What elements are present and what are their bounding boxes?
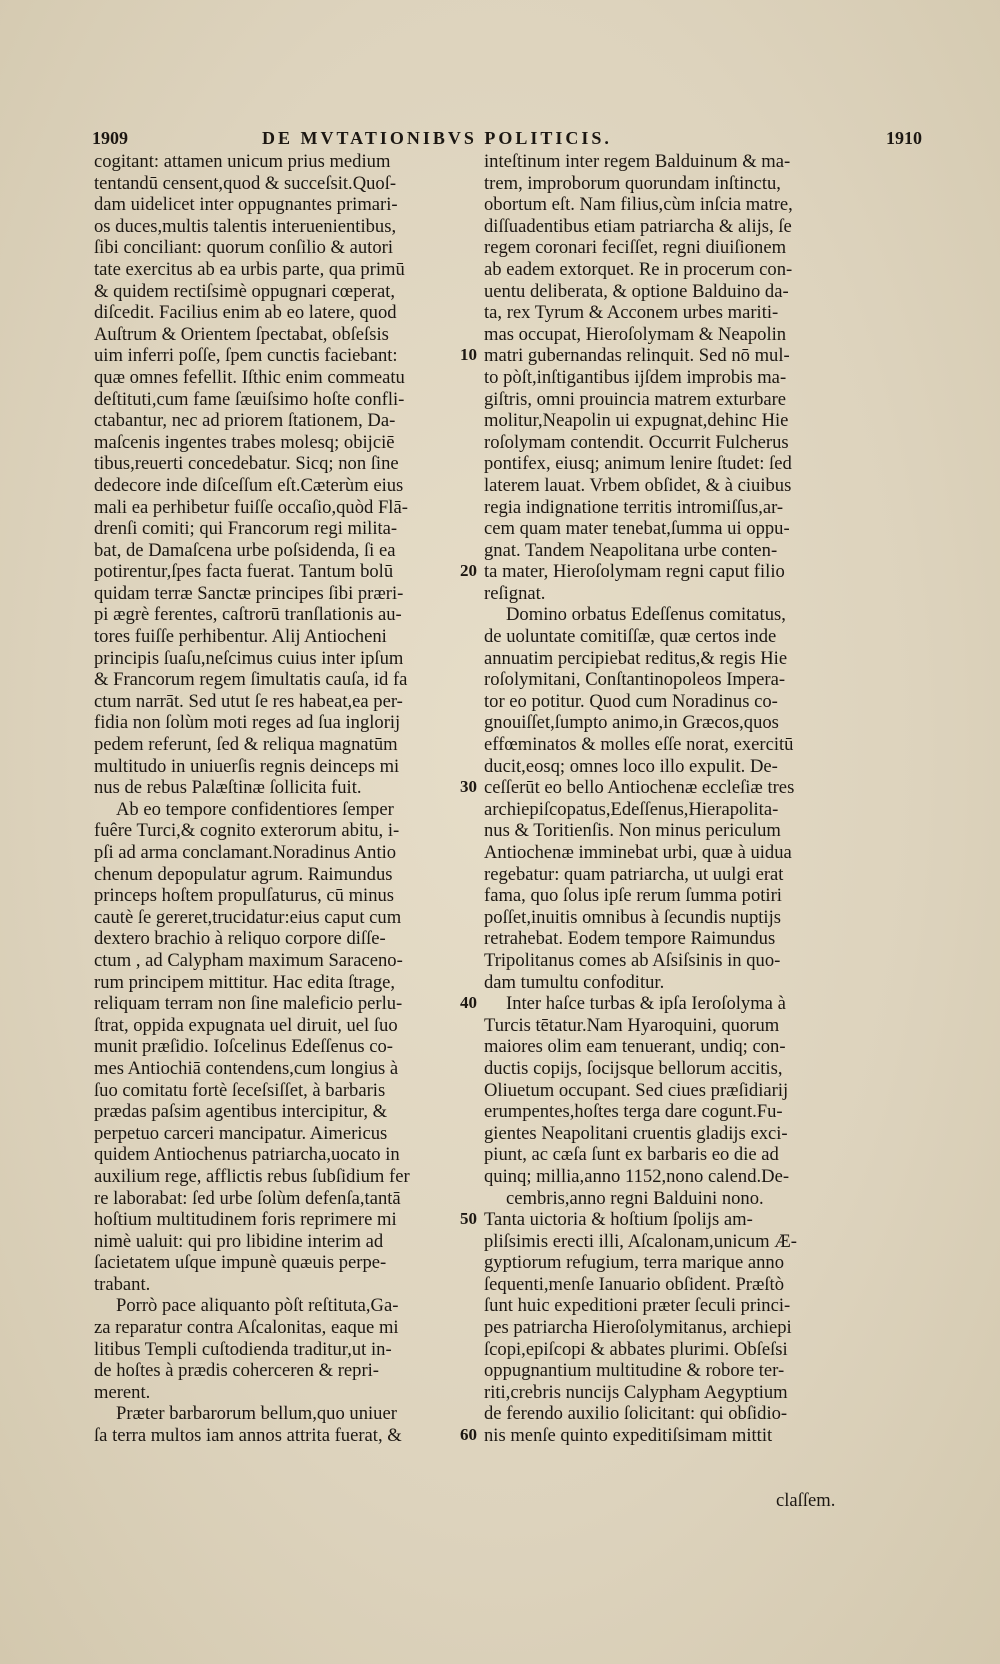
line-number: 10 xyxy=(460,345,477,365)
folio-left: 1909 xyxy=(92,128,128,148)
text-line: riti,crebris nuncijs Calypham Aegyptium xyxy=(484,1381,788,1403)
text-line: tor eo potitur. Quod cum Noradinus co- xyxy=(484,690,778,712)
text-line: drenſi comiti; qui Francorum regi milita- xyxy=(94,518,398,540)
text-line: dedecore inde diſceſſum eſt.Cæterùm eius xyxy=(94,474,404,496)
text-line: to pòſt,inſtigantibus ijſdem improbis ma- xyxy=(484,366,787,388)
text-line: Oliuetum occupant. Sed ciues præſidiarij xyxy=(484,1079,789,1101)
text-line: ductis copijs, ſocijsque bellorum accitis, xyxy=(484,1057,783,1079)
text-line: diſcedit. Facilius enim ab eo latere, quod xyxy=(94,302,397,324)
text-line: ſcopi,epiſcopi & abbates plurimi. Obſeſsi xyxy=(484,1338,788,1360)
text-line: ſunt huic expeditioni præter ſeculi princi- xyxy=(484,1295,791,1317)
text-line: Præter barbarorum bellum,quo uniuer xyxy=(116,1403,397,1425)
text-line: cogitant: attamen unicum prius medium xyxy=(94,151,391,172)
text-line: nis menſe quinto expeditiſsimam mittit xyxy=(484,1425,773,1447)
text-line: Tripolitanus comes ab Aſsiſsinis in quo- xyxy=(484,949,781,971)
text-line: nus de rebus Palæſtinæ ſollicita fuit. xyxy=(94,777,362,799)
text-line: Inter haſce turbas & ipſa Ieroſolyma à xyxy=(506,993,786,1015)
text-line: ta, rex Tyrum & Acconem urbes mariti- xyxy=(484,302,779,324)
text-line: ctum narrāt. Sed utut ſe res habeat,ea per- xyxy=(94,690,403,712)
text-line: maiores olim eam tenuerant, undiq; con- xyxy=(484,1036,786,1058)
text-line: fidia non ſolùm moti reges ad ſua inglorij xyxy=(94,712,401,734)
line-number: 30 xyxy=(460,777,477,797)
text-line: tentandū censent,quod & succeſsit.Quoſ- xyxy=(94,172,397,194)
running-title: DE MVTATIONIBVS POLITICIS. xyxy=(262,128,612,148)
line-number: 20 xyxy=(460,561,477,581)
text-line: matri gubernandas relinquit. Sed nō mul- xyxy=(484,345,790,367)
text-line: pi ægrè ferentes, caſtrorū tranſlationis au- xyxy=(94,604,402,626)
text-line: Auſtrum & Orientem ſpectabat, obſeſsis xyxy=(94,323,389,345)
text-line: princeps hoſtem propulſaturus, cū minus xyxy=(94,885,395,907)
text-line: potirentur,ſpes facta fuerat. Tantum bolū xyxy=(94,561,394,583)
right-column xyxy=(484,151,856,1447)
text-line: Tanta uictoria & hoſtium ſpolijs am- xyxy=(484,1209,753,1231)
text-line: ceſſerūt eo bello Antiochenæ eccleſiæ tres xyxy=(484,777,795,799)
text-line: inteſtinum inter regem Balduinum & ma- xyxy=(484,151,791,172)
text-line: Domino orbatus Edeſſenus comitatus, xyxy=(506,604,786,626)
text-line: cautè ſe gereret,trucidatur:eius caput cum xyxy=(94,906,402,928)
folio-right: 1910 xyxy=(886,128,922,148)
text-line: nimè ualuit: qui pro libidine interim ad xyxy=(94,1230,384,1252)
text-line: fama, quo ſolus ipſe rerum ſumma potiri xyxy=(484,885,782,907)
text-line: litibus Templi cuſtodienda traditur,ut in- xyxy=(94,1338,392,1360)
text-line: regem coronari feciſſet, regni diuiſionem xyxy=(484,237,787,259)
text-line: uentu deliberata, & optione Balduino da- xyxy=(484,280,789,302)
text-line: laterem lauat. Vrbem obſidet, & à ciuibus xyxy=(484,474,792,496)
text-line: mas occupat, Hieroſolymam & Neapolin xyxy=(484,323,787,345)
text-line: trabant. xyxy=(94,1273,151,1295)
text-line: molitur,Neapolin ui expugnat,dehinc Hie xyxy=(484,410,789,432)
text-line: auxilium rege, afflictis rebus ſubſidium fer xyxy=(94,1165,410,1187)
text-line: annuatim percipiebat reditus,& regis Hie xyxy=(484,647,788,669)
text-line: ſa terra multos iam annos attrita fuerat, & xyxy=(94,1425,402,1447)
text-line: gientes Neapolitani cruentis gladijs exci- xyxy=(484,1122,788,1144)
text-line: de hoſtes à prædis coherceren & repri- xyxy=(94,1360,379,1382)
left-column xyxy=(94,151,466,1447)
text-line: ſibi conciliant: quorum conſilio & autori xyxy=(94,237,393,259)
text-line: Turcis tētatur.Nam Hyaroquini, quorum xyxy=(484,1014,780,1036)
text-line: roſolymam contendit. Occurrit Fulcherus xyxy=(484,431,789,453)
text-line: ctum , ad Calypham maximum Saraceno- xyxy=(94,949,403,971)
text-line: ſtrat, oppida expugnata uel diruit, uel ſuo xyxy=(94,1014,398,1036)
text-line: Porrò pace aliquanto pòſt reſtituta,Ga- xyxy=(116,1295,399,1317)
text-line: ſacietatem uſque impunè quæuis perpe- xyxy=(94,1252,387,1274)
text-line: dextero brachio à reliquo corpore diſſe- xyxy=(94,928,386,950)
line-number: 40 xyxy=(460,993,477,1013)
text-line: diſſuadentibus etiam patriarcha & alijs, ſe xyxy=(484,215,792,237)
text-line: deſtituti,cum fame ſæuiſsimo hoſte confli- xyxy=(94,388,405,410)
text-line: perpetuo carceri mancipatur. Aimericus xyxy=(94,1122,388,1144)
text-line: quidam terræ Sanctæ principes ſibi præri- xyxy=(94,582,404,604)
text-line: ta mater, Hieroſolymam regni caput filio xyxy=(484,561,785,583)
text-line: & quidem rectiſsimè oppugnari cœperat, xyxy=(94,280,396,302)
text-line: pſi ad arma conclamant.Noradinus Antio xyxy=(94,842,397,863)
text-line: obortum eſt. Nam filius,cùm inſcia matre, xyxy=(484,194,793,216)
text-line: munit præſidio. Ioſcelinus Edeſſenus co- xyxy=(94,1036,393,1058)
text-line: merent. xyxy=(94,1381,151,1403)
text-line: mes Antiochiā contendens,cum longius à xyxy=(94,1057,399,1079)
text-line: cembris,anno regni Balduini nono. xyxy=(506,1187,764,1209)
text-line: uim inferri poſſe, ſpem cunctis faciebant: xyxy=(94,345,398,367)
text-line: nus & Toritienſis. Non minus periculum xyxy=(484,820,781,842)
line-number: 50 xyxy=(460,1209,477,1229)
text-line: Ab eo tempore confidentiores ſemper xyxy=(116,798,394,820)
text-line: pontifex, eiusq; animum lenire ſtudet: ſed xyxy=(484,453,792,475)
text-line: dam tumultu confoditur. xyxy=(484,971,665,993)
text-line: reſignat. xyxy=(484,582,546,604)
text-line: gnouiſſet,ſumpto animo,in Græcos,quos xyxy=(484,712,779,734)
text-line: gyptiorum refugium, terra marique anno xyxy=(484,1252,784,1274)
text-line: oppugnantium multitudine & robore ter- xyxy=(484,1360,785,1382)
text-line: multitudo in uniuerſis regnis deinceps mi xyxy=(94,755,400,777)
text-line: trem, improborum quorundam inſtinctu, xyxy=(484,172,781,194)
text-line: erumpentes,hoſtes terga dare cogunt.Fu- xyxy=(484,1101,783,1123)
text-line: reliquam terram non ſine maleficio perlu- xyxy=(94,993,403,1015)
text-line: chenum depopulatur agrum. Raimundus xyxy=(94,863,393,885)
text-line: & Francorum regem ſimultatis cauſa, id fa xyxy=(94,669,408,691)
text-line: quinq; millia,anno 1152,nono calend.De- xyxy=(484,1165,790,1187)
text-line: regia indignatione territis intromiſſus,ar- xyxy=(484,496,784,518)
text-line: maſcenis ingentes trabes molesq; obijciē xyxy=(94,431,395,453)
text-line: retrahebat. Eodem tempore Raimundus xyxy=(484,928,776,950)
text-line: tibus,reuerti concedebatur. Sicq; non ſine xyxy=(94,453,399,475)
text-line: giſtris, omni prouincia matrem exturbare xyxy=(484,388,787,410)
text-line: pedem referunt, ſed & reliqua magnatūm xyxy=(94,734,398,756)
text-line: Antiochenæ imminebat urbi, quæ à uidua xyxy=(484,842,792,863)
text-line: re laborabat: ſed urbe ſolùm defenſa,tantā xyxy=(94,1187,401,1209)
text-line: ctabantur, nec ad priorem ſtationem, Da- xyxy=(94,410,396,432)
text-line: dam uidelicet inter oppugnantes primari- xyxy=(94,194,398,216)
text-line: tate exercitus ab ea urbis parte, qua primū xyxy=(94,258,405,280)
text-line: piunt, ac cæſa ſunt ex barbaris eo die ad xyxy=(484,1144,779,1166)
text-line: archiepiſcopatus,Edeſſenus,Hierapolita- xyxy=(484,798,779,820)
text-line: ſequenti,menſe Ianuario obſident. Præſtò xyxy=(484,1273,785,1295)
text-line: bat, de Damaſcena urbe poſsidenda, ſi ea xyxy=(94,539,396,561)
text-line: za reparatur contra Aſcalonitas, eaque mi xyxy=(94,1317,399,1339)
text-line: os duces,multis talentis interuenientibus, xyxy=(94,215,397,237)
text-line: poſſet,inuitis omnibus à ſecundis nuptijs xyxy=(484,906,781,928)
text-line: principis ſuaſu,neſcimus cuius inter ipſum xyxy=(94,647,404,669)
text-line: pes patriarcha Hieroſolymitanus, archiepi xyxy=(484,1317,792,1339)
text-line: hoſtium multitudinem foris reprimere mi xyxy=(94,1209,397,1231)
text-line: quidem Antiochenus patriarcha,uocato in xyxy=(94,1144,400,1166)
text-line: roſolymitani, Conſtantinopoleos Impera- xyxy=(484,669,786,691)
text-line: ducit,eosq; omnes loco illo expulit. De- xyxy=(484,755,778,777)
text-line: ſuo comitatu fortè ſeceſsiſſet, à barbaris xyxy=(94,1079,386,1101)
text-line: rum principem mittitur. Hac edita ſtrage, xyxy=(94,971,396,993)
line-number: 60 xyxy=(460,1425,477,1445)
text-line: regebatur: quam patriarcha, ut uulgi erat xyxy=(484,863,784,885)
text-line: pliſsimis erecti illi, Aſcalonam,unicum Æ- xyxy=(484,1230,797,1252)
text-line: quæ omnes fefellit. Iſthic enim commeatu xyxy=(94,366,405,388)
catchword: claſſem. xyxy=(776,1490,836,1511)
text-line: fuêre Turci,& cognito exterorum abitu, i- xyxy=(94,820,400,842)
text-line: tores fuiſſe perhibentur. Alij Antiocheni xyxy=(94,626,387,648)
text-line: prædas paſsim agentibus intercipitur, & xyxy=(94,1101,388,1123)
text-line: ab eadem extorquet. Re in procerum con- xyxy=(484,258,793,280)
text-line: gnat. Tandem Neapolitana urbe conten- xyxy=(484,539,778,561)
text-line: cem quam mater tenebat,ſumma ui oppu- xyxy=(484,518,790,540)
text-line: effœminatos & molles eſſe norat, exercitū xyxy=(484,734,794,756)
text-line: de ferendo auxilio ſolicitant: qui obſidio- xyxy=(484,1403,788,1425)
text-line: de uoluntate comitiſſæ, quæ certos inde xyxy=(484,626,777,648)
text-line: mali ea perhibetur fuiſſe occaſio,quòd Flā- xyxy=(94,496,408,518)
